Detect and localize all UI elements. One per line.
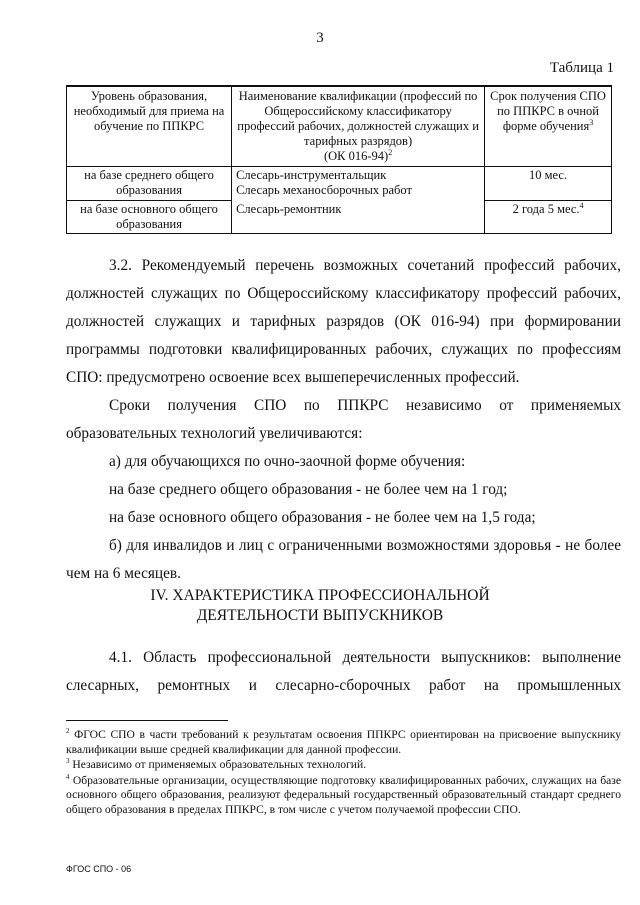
table-row bbox=[67, 201, 612, 234]
header-qualification: Наименование квалификации (профессий по Общероссийскому классификатору профессий рабочих, должностей служащих и тарифных разрядов) (ОК 016-94)$^2$ bbox=[232, 86, 485, 167]
paragraph-4-1-line1: 4.1. Область профессиональной деятельности выпускников: выполнение bbox=[109, 649, 621, 666]
table-header-row bbox=[67, 86, 612, 167]
cell-duration: 2 года 5 мес.$^4$ bbox=[485, 201, 612, 234]
table-caption: Таблица 1 bbox=[549, 60, 614, 76]
qualification-table bbox=[66, 85, 612, 234]
list-item-a-1: на базе среднего общего образования - не более чем на 1 год; bbox=[109, 481, 508, 498]
cell-education-level: на базе среднего общего образования bbox=[67, 167, 232, 201]
paragraph-4-1-line2: слесарных, ремонтных и слесарно-сборочных работ на промышленных bbox=[66, 677, 621, 694]
list-item-a-2: на базе основного общего образования - не более чем на 1,5 года; bbox=[109, 509, 536, 526]
section-heading-line2: ДЕЯТЕЛЬНОСТИ ВЫПУСКНИКОВ bbox=[196, 607, 444, 624]
footnote-3: $^3$ Независимо от применяемых образовательных технологий. bbox=[66, 757, 367, 771]
paragraph-terms: Сроки получения СПО по ППКРС независимо от применяемых образовательных технологий увеличиваются: bbox=[66, 397, 621, 442]
footnote-divider bbox=[66, 720, 228, 721]
paragraph-3-2: 3.2. Рекомендуемый перечень возможных сочетаний профессий рабочих, должностей служащих по Общероссийскому классификатору профессий рабочих, должностей служащих и тарифных разрядов (ОК 016-94) при формировании программы подготовки квалифицированных рабочих, служащих по профессиям СПО: предусмотрено освоение всех вышеперечисленных профессий. bbox=[66, 257, 621, 386]
page-footer: ФГОС СПО - 06 bbox=[66, 864, 132, 874]
main-text bbox=[66, 252, 621, 588]
page-number: 3 bbox=[316, 30, 324, 46]
footnotes bbox=[66, 728, 621, 818]
section-heading bbox=[0, 586, 640, 626]
cell-duration: 10 мес. bbox=[485, 167, 612, 201]
section-heading-line1: IV. ХАРАКТЕРИСТИКА ПРОФЕССИОНАЛЬНОЙ bbox=[150, 587, 490, 604]
list-item-a: а) для обучающихся по очно-заочной форме обучения: bbox=[109, 453, 466, 470]
cell-qualifications: Слесарь-инструментальщик Слесарь механосборочных работ bbox=[232, 167, 485, 201]
paragraph-4-1 bbox=[66, 644, 621, 700]
list-item-b: б) для инвалидов и лиц с ограниченными возможностями здоровья - не более чем на 6 месяцев. bbox=[66, 537, 621, 582]
table-row bbox=[67, 167, 612, 201]
cell-qualifications: Слесарь-ремонтник bbox=[232, 201, 485, 234]
cell-education-level: на базе основного общего образования bbox=[67, 201, 232, 234]
header-education-level: Уровень образования, необходимый для приема на обучение по ППКРС bbox=[67, 86, 232, 167]
footnote-2: $^2$ ФГОС СПО в части требований к результатам освоения ППКРС ориентирован на присвоение выпускнику квалификации выше средней квалификации для данной профессии. bbox=[66, 727, 621, 756]
footnote-4: $^4$ Образовательные организации, осуществляющие подготовку квалифицированных рабочих, служащих на базе основного общего образования, реализуют федеральный государственный образовательный стандарт среднего общего образования в пределах ППКРС, в том числе с учетом получаемой профессии СПО. bbox=[66, 772, 621, 816]
header-duration: Срок получения СПО по ППКРС в очной форме обучения$^3$ bbox=[485, 86, 612, 167]
